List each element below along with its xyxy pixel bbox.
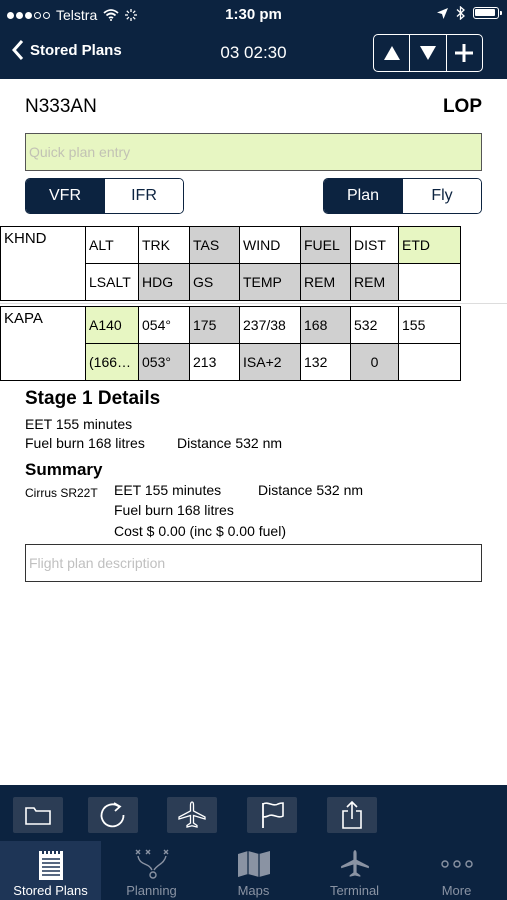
summary-title: Summary	[25, 460, 103, 479]
summary-cost: Cost $ 0.00 (inc $ 0.00 fuel)	[114, 523, 286, 539]
tab-label: More	[441, 883, 472, 898]
fuel-remaining-cell: 132	[301, 344, 351, 381]
mode-tag: LOP	[442, 96, 482, 117]
heading-cell: 053°	[139, 344, 190, 381]
summary-distance: Distance 532 nm	[258, 482, 364, 498]
navigation-bar	[0, 30, 507, 79]
clock: 1:30 pm	[225, 6, 282, 23]
tab-maps[interactable]	[203, 841, 304, 900]
share-button[interactable]	[327, 797, 377, 833]
refresh-icon	[99, 801, 127, 829]
divider	[0, 303, 507, 304]
header-cell: HDG	[139, 264, 190, 301]
header-cell	[399, 264, 461, 301]
play-diagram-icon	[134, 848, 170, 880]
etd-cell[interactable]: 155	[399, 307, 461, 344]
header-cell: LSALT	[86, 264, 139, 301]
flight-rules-toggle	[25, 178, 184, 214]
notepad-icon	[37, 847, 65, 881]
flag-icon	[257, 800, 287, 830]
tab-stored-plans[interactable]	[0, 841, 101, 900]
header-cell: REM	[351, 264, 399, 301]
header-cell: WIND	[240, 227, 301, 264]
groundspeed-cell: 213	[190, 344, 240, 381]
quick-plan-entry-input[interactable]	[25, 133, 482, 171]
lsalt-cell[interactable]: (166…	[86, 344, 139, 381]
more-dots-icon	[441, 860, 473, 868]
plan-option[interactable]: Plan	[324, 179, 403, 213]
table-row	[1, 307, 461, 344]
toolbar	[0, 795, 507, 841]
flight-plan-description-input[interactable]	[25, 544, 482, 582]
tab-planning[interactable]	[101, 841, 202, 900]
bottom-panel	[0, 785, 507, 900]
aircraft-type: Cirrus SR22T	[25, 486, 98, 500]
vfr-option[interactable]: VFR	[26, 179, 105, 213]
nav-action-buttons	[373, 34, 483, 72]
top-bar	[0, 0, 507, 79]
tab-label: Terminal	[329, 883, 380, 898]
folder-icon	[24, 804, 52, 826]
header-cell: ALT	[86, 227, 139, 264]
header-cell: TRK	[139, 227, 190, 264]
bluetooth-icon	[456, 6, 465, 20]
altitude-cell[interactable]: A140	[86, 307, 139, 344]
ifr-option[interactable]: IFR	[105, 179, 183, 213]
header-cell: REM	[301, 264, 351, 301]
header-cell: TAS	[190, 227, 240, 264]
triangle-down-icon	[419, 45, 437, 61]
destination-waypoint[interactable]: KAPA	[1, 307, 86, 381]
share-icon	[340, 800, 364, 830]
header-cell: ETD	[399, 227, 461, 264]
airplane-icon	[339, 848, 371, 880]
move-down-button[interactable]	[410, 35, 446, 71]
stage-title: Stage 1 Details	[25, 388, 161, 409]
view-mode-toggle	[323, 178, 482, 214]
nav-title: 03 02:30	[220, 43, 287, 62]
tab-terminal[interactable]	[304, 841, 405, 900]
distance-remaining-cell: 0	[351, 344, 399, 381]
header-cell: GS	[190, 264, 240, 301]
track-cell: 054°	[139, 307, 190, 344]
add-button[interactable]	[447, 35, 482, 71]
carrier-label: Telstra	[56, 7, 98, 23]
temperature-cell[interactable]: ISA+2	[240, 344, 301, 381]
departure-waypoint[interactable]: KHND	[1, 227, 86, 301]
leg-table	[0, 306, 461, 381]
header-cell: TEMP	[240, 264, 301, 301]
distance-cell: 532	[351, 307, 399, 344]
triangle-up-icon	[383, 45, 401, 61]
flag-button[interactable]	[247, 797, 297, 833]
battery-icon	[473, 7, 499, 19]
move-up-button[interactable]	[374, 35, 410, 71]
plus-icon	[454, 43, 474, 63]
tab-more[interactable]	[406, 841, 507, 900]
summary-eet: EET 155 minutes	[114, 482, 222, 498]
location-arrow-icon	[437, 8, 448, 19]
aircraft-button[interactable]	[167, 797, 217, 833]
status-bar	[0, 0, 507, 30]
tab-label: Maps	[237, 883, 270, 898]
stage-fuel: Fuel burn 168 litres	[25, 435, 145, 451]
stage-eet: EET 155 minutes	[25, 416, 133, 432]
header-cell: FUEL	[301, 227, 351, 264]
refresh-button[interactable]	[88, 797, 138, 833]
tab-label: Planning	[126, 883, 177, 898]
airplane-icon	[177, 800, 207, 830]
legend-table	[0, 226, 461, 301]
map-icon	[237, 850, 271, 878]
tas-cell[interactable]: 175	[190, 307, 240, 344]
tab-bar	[0, 841, 507, 900]
back-label: Stored Plans	[30, 41, 122, 59]
summary-fuel: Fuel burn 168 litres	[114, 502, 234, 518]
header-cell: DIST	[351, 227, 399, 264]
fuel-cell: 168	[301, 307, 351, 344]
tab-label: Stored Plans	[13, 883, 88, 898]
open-folder-button[interactable]	[13, 797, 63, 833]
stage-distance: Distance 532 nm	[177, 435, 283, 451]
status-right	[437, 6, 499, 20]
wind-cell[interactable]: 237/38	[240, 307, 301, 344]
fly-option[interactable]: Fly	[403, 179, 481, 213]
empty-cell	[399, 344, 461, 381]
aircraft-registration: N333AN	[25, 96, 97, 117]
